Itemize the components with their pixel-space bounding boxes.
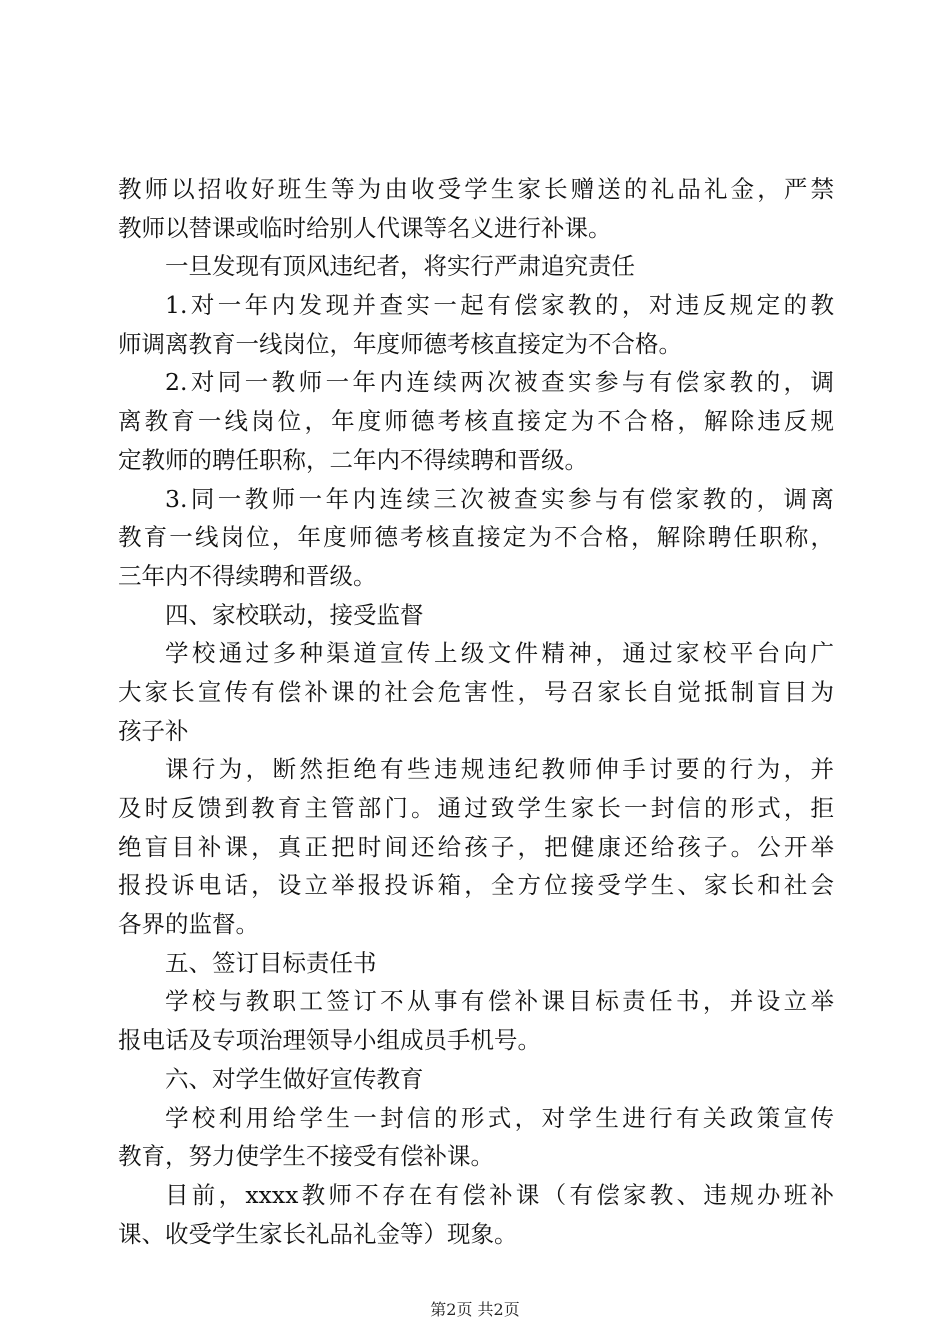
list-item-2: 2.对同一教师一年内连续两次被查实参与有偿家教的，调 (165, 368, 834, 397)
text-line: 绝盲目补课，真正把时间还给孩子，把健康还给孩子。公开举 (118, 832, 834, 861)
text-line: 及时反馈到教育主管部门。通过致学生家长一封信的形式，拒 (118, 794, 834, 822)
section-heading: 五、签订目标责任书 (165, 948, 377, 977)
text-line: 教育一线岗位，年度师德考核直接定为不合格，解除聘任职称， (118, 523, 834, 552)
text-line: 大家长宣传有偿补课的社会危害性，号召家长自觉抵制盲目为 (118, 677, 834, 706)
paragraph-line: 学校与教职工签订不从事有偿补课目标责任书，并设立举 (165, 987, 834, 1016)
paragraph-line: 课行为，断然拒绝有些违规违纪教师伸手讨要的行为，并 (165, 755, 834, 784)
section-heading: 四、家校联动，接受监督 (165, 600, 424, 629)
text-line: 报电话及专项治理领导小组成员手机号。 (118, 1026, 541, 1055)
text-line: 定教师的聘任职称，二年内不得续聘和晋级。 (118, 445, 588, 474)
page-footer: 第2页 共2页 (430, 1300, 520, 1319)
text-line: 师调离教育一线岗位，年度师德考核直接定为不合格。 (118, 329, 682, 358)
text-line: 教育，努力使学生不接受有偿补课。 (118, 1142, 494, 1171)
text-line: 教师以替课或临时给别人代课等名义进行补课。 (118, 213, 612, 242)
text-line: 报投诉电话，设立举报投诉箱，全方位接受学生、家长和社会 (118, 871, 834, 900)
text-line: 三年内不得续聘和晋级。 (118, 561, 377, 590)
text-line: 教师以招收好班生等为由收受学生家长赠送的礼品礼金，严禁 (118, 175, 834, 203)
list-item-1: 1.对一年内发现并查实一起有偿家教的，对违反规定的教 (165, 291, 834, 320)
text-line: 课、收受学生家长礼品礼金等）现象。 (118, 1219, 518, 1248)
document-body (118, 170, 834, 1253)
section-heading: 一旦发现有顶风违纪者，将实行严肃追究责任 (165, 252, 635, 281)
paragraph-line: 目前，xxxx教师不存在有偿补课（有偿家教、违规办班补 (165, 1180, 834, 1209)
list-item-3: 3.同一教师一年内连续三次被查实参与有偿家教的，调离 (165, 484, 834, 513)
text-line: 离教育一线岗位，年度师德考核直接定为不合格，解除违反规 (118, 407, 834, 436)
text-line: 各界的监督。 (118, 910, 259, 939)
text-line: 孩子补 (118, 716, 189, 745)
section-heading: 六、对学生做好宣传教育 (165, 1064, 424, 1093)
paragraph-line: 学校通过多种渠道宣传上级文件精神，通过家校平台向广 (165, 639, 834, 668)
paragraph-line: 学校利用给学生一封信的形式，对学生进行有关政策宣传 (165, 1103, 834, 1132)
